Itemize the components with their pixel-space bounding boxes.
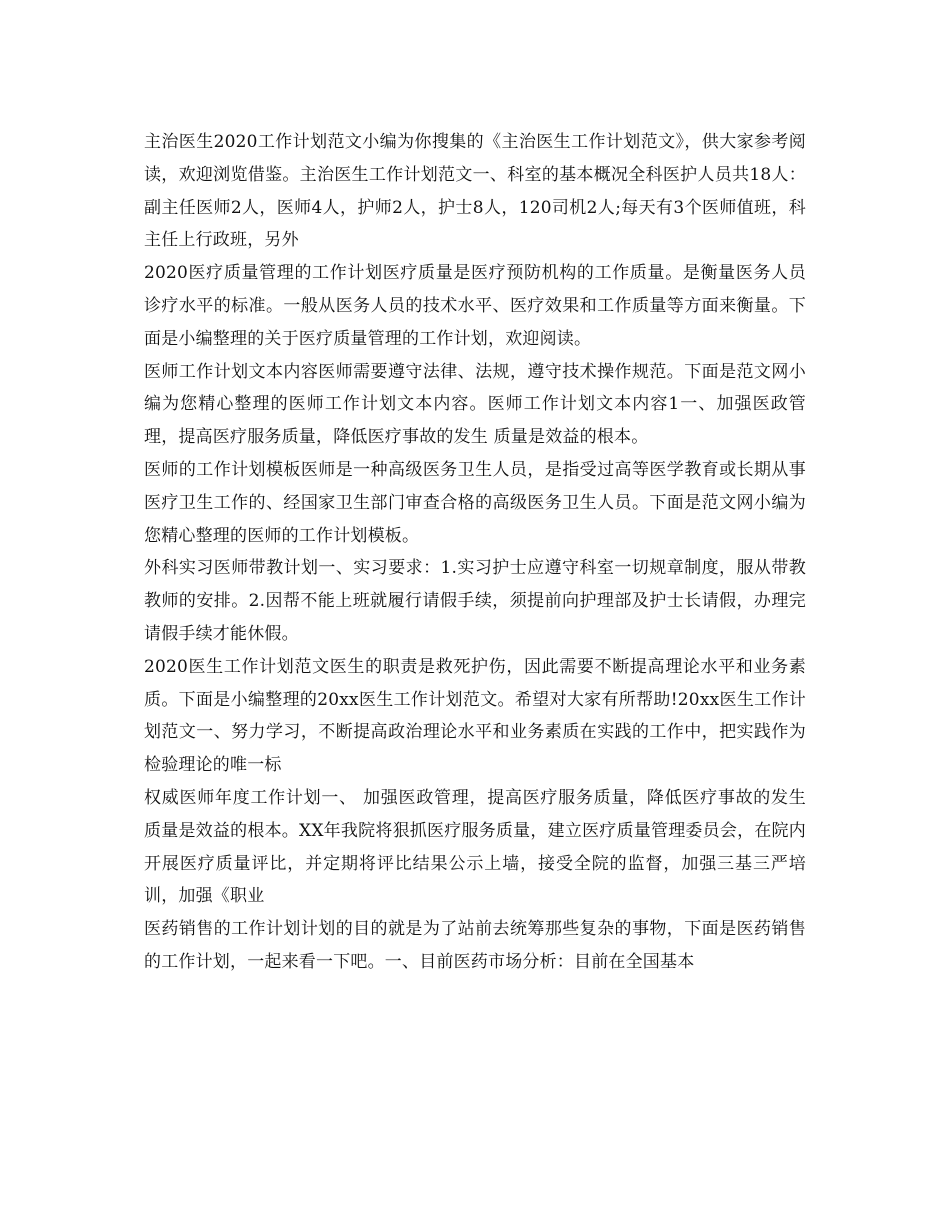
paragraph-physician-plan-text: 医师工作计划文本内容医师需要遵守法律、法规，遵守技术操作规范。下面是范文网小编为您精心整理的医师工作计划文本内容。医师工作计划文本内容1一、加强医政管理，提高医疗服务质量，降低医疗事故的发生 质量是效益的根本。 bbox=[144, 361, 806, 448]
paragraph-quality-management-plan: 2020医疗质量管理的工作计划医疗质量是医疗预防机构的工作质量。是衡量医务人员诊疗水平的标准。一般从医务人员的技术水平、医疗效果和工作质量等方面来衡量。下面是小编整理的关于医疗质量管理的工作计划，欢迎阅读。 bbox=[144, 263, 806, 349]
paragraph-physician-plan-template: 医师的工作计划模板医师是一种高级医务卫生人员，是指受过高等医学教育或长期从事医疗卫生工作的、经国家卫生部门审查合格的高级医务卫生人员。下面是范文网小编为您精心整理的医师的工作计划模板。 bbox=[144, 459, 806, 546]
paragraph-doctor-plan-2020: 2020医生工作计划范文医生的职责是救死护伤，因此需要不断提高理论水平和业务素质。下面是小编整理的20xx医生工作计划范文。希望对大家有所帮助!20xx医生工作计划范文一、努力学习，不断提高政治理论水平和业务素质在实践的工作中，把实践作为检验理论的唯一标 bbox=[144, 656, 806, 776]
paragraph-pharma-sales-plan: 医药销售的工作计划计划的目的就是为了站前去统筹那些复杂的事物，下面是医药销售的工作计划，一起来看一下吧。一、目前医药市场分析：目前在全国基本 bbox=[144, 919, 806, 972]
paragraph-attending-doctor-plan: 主治医生2020工作计划范文小编为你搜集的《主治医生工作计划范文》，供大家参考阅读，欢迎浏览借鉴。主治医生工作计划范文一、科室的基本概况全科医护人员共18人：副主任医师2人，医师4人，护师2人，护士8人，120司机2人;每天有3个医师值班，科主任上行政班，另外 bbox=[144, 132, 806, 251]
paragraph-surgical-intern-plan: 外科实习医师带教计划一、实习要求：1.实习护士应遵守科室一切规章制度，服从带教教师的安排。2.因帮不能上班就履行请假手续，须提前向护理部及护士长请假，办理完请假手续才能休假。 bbox=[144, 558, 806, 644]
paragraph-annual-physician-plan: 权威医师年度工作计划一、 加强医政管理，提高医疗服务质量，降低医疗事故的发生 质量是效益的根本。XX年我院将狠抓医疗服务质量，建立医疗质量管理委员会，在院内开展医疗质量评比，并定期将评比结果公示上墙，接受全院的监督，加强三基三严培训，加强《职业 bbox=[144, 787, 806, 907]
document-body bbox=[144, 126, 806, 979]
